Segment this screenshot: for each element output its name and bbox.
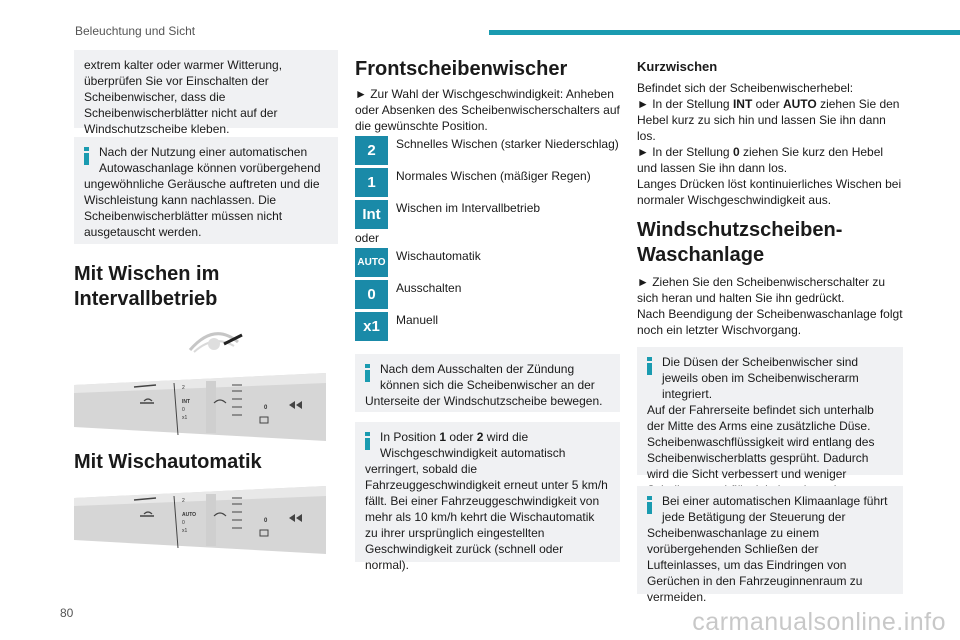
heading-intervall: Mit Wischen im Intervallbetrieb — [74, 263, 220, 310]
paragraph: ► In der Stellung INT oder AUTO ziehen Sie den Hebel kurz zu sich hin und lassen Sie ihn dann los. — [637, 97, 900, 143]
mode-list-2 — [355, 248, 620, 342]
info-text-rest: ungewöhnliche Geräusche auftreten und die Wischleistung kann nachlassen. Die Scheibenwischerblätter müssen nicht ausgetauscht werden. — [84, 177, 320, 239]
lever-label: 0 — [182, 520, 185, 526]
info-icon — [84, 147, 89, 165]
info-box-nozzles — [637, 347, 903, 481]
mode-label: Ausschalten — [396, 281, 462, 295]
info-text-rest: Scheibenwaschanlage zu einem vorübergehenden Schließen der Lufteinlasses, um das Eindringen von Gerüchen in den Fahrzeuginnenraum zu vermeiden. — [647, 526, 863, 604]
lever-label: INT — [182, 399, 191, 405]
watermark: carmanualsonline.info — [692, 608, 946, 636]
info-text-rest: verringert, sobald die Fahrzeuggeschwindigkeit erneut unter 5 km/h fällt. Bei einer Fahrzeuggeschwindigkeit von mehr als 10 km/h kehrt die Wischautomatik zu ihrer ursprünglich eingestellten Geschwindigkeit zurück (schnell oder normal). — [365, 462, 608, 572]
speed-1-icon: 1 — [355, 168, 388, 197]
info-text-rest: Unterseite der Windschutzscheibe bewegen. — [365, 394, 603, 408]
paragraph: ► Ziehen Sie den Scheibenwischerschalter zu sich heran und halten Sie ihn gedrückt. — [637, 275, 886, 305]
auto-icon: AUTO — [355, 248, 388, 277]
page-number: 80 — [60, 606, 74, 620]
info-box-climate — [637, 486, 903, 604]
paragraph: Langes Drücken löst kontinuierliches Wischen bei normaler Wischgeschwindigkeit aus. — [637, 177, 902, 207]
paragraph: Nach Beendigung der Scheibenwaschanlage folgt noch ein letzter Wischvorgang. — [637, 307, 903, 337]
info-box-ignition — [355, 354, 620, 412]
heading-kurzwischen: Kurzwischen — [637, 59, 718, 74]
heading-wischautomatik: Mit Wischautomatik — [74, 451, 262, 473]
mode-label: Normales Wischen (mäßiger Regen) — [396, 169, 591, 183]
info-icon — [647, 357, 652, 375]
mode-row — [355, 312, 620, 342]
lever-label: 2 — [182, 385, 185, 391]
lever-label: 2 — [182, 498, 185, 504]
info-box-car-wash — [74, 137, 338, 244]
lever-illustration-int — [74, 373, 326, 441]
info-text-first: In Position 1 oder 2 wird die Wischgeschwindigkeit automatisch — [380, 430, 566, 460]
lever-label: x1 — [182, 415, 188, 421]
info-icon — [365, 364, 370, 382]
steering-wheel-illustration — [184, 320, 244, 360]
oder-text: oder — [355, 231, 380, 245]
info-text-first: Die Düsen der Scheibenwischer sind jeweils oben im Scheibenwischerarm integriert. — [662, 355, 859, 401]
column-right — [637, 50, 903, 604]
header-accent-bar — [489, 30, 960, 35]
running-header: Beleuchtung und Sicht — [75, 24, 196, 38]
intro-paragraph: ► Zur Wahl der Wischgeschwindigkeit: Anheben oder Absenken des Scheibenwischerschalters auf die gewünschte Position. — [355, 87, 620, 133]
mode-row — [355, 248, 620, 278]
paragraph: ► In der Stellung 0 ziehen Sie kurz den Hebel und lassen Sie ihn dann los. — [637, 145, 884, 175]
lever-label: x1 — [182, 528, 188, 534]
heading-waschanlage: Windschutzscheiben-Waschanlage — [637, 219, 843, 266]
mode-row — [355, 136, 620, 166]
info-box-speed — [355, 422, 620, 572]
mode-label: Manuell — [396, 313, 439, 327]
note-box-cold-weather — [74, 50, 338, 136]
info-text-first: Nach dem Ausschalten der Zündung können sich die Scheibenwischer an der — [380, 362, 595, 392]
lever-label: 0 — [182, 407, 185, 413]
int-icon: Int — [355, 200, 388, 229]
info-icon — [365, 432, 370, 450]
column-left — [74, 50, 338, 534]
info-text-first: Nach der Nutzung einer automatischen Autowaschanlage können vorübergehend — [99, 145, 321, 175]
mode-row — [355, 200, 620, 230]
lever-label: 0 — [264, 405, 268, 411]
lever-illustration-auto — [74, 486, 326, 554]
paragraph: Befindet sich der Scheibenwischerhebel: — [637, 81, 854, 95]
lever-label: 0 — [264, 518, 268, 524]
heading-frontscheibenwischer: Frontscheibenwischer — [355, 58, 568, 80]
mode-row — [355, 168, 620, 198]
mode-label: Schnelles Wischen (starker Niederschlag) — [396, 137, 619, 151]
column-middle — [355, 50, 620, 572]
off-icon: 0 — [355, 280, 388, 309]
mode-row — [355, 280, 620, 310]
speed-2-icon: 2 — [355, 136, 388, 165]
note-text: extrem kalter oder warmer Witterung, überprüfen Sie vor Einschalten der Scheibenwischer, dass die Scheibenwischerblätter nicht auf der Windschutzscheibe kleben. — [84, 58, 283, 136]
lever-label: AUTO — [182, 512, 197, 518]
mode-label: Wischautomatik — [396, 249, 481, 263]
single-wipe-icon: x1 — [355, 312, 388, 341]
info-icon — [647, 496, 652, 514]
mode-label: Wischen im Intervallbetrieb — [396, 201, 541, 215]
info-text-first: Bei einer automatischen Klimaanlage führt jede Betätigung der Steuerung der — [662, 494, 888, 524]
mode-list-1 — [355, 136, 620, 230]
info-text-rest: Auf der Fahrerseite befindet sich unterhalb der Mitte des Arms eine zusätzliche Düse. Scheibenwaschflüssigkeit wird entlang des Scheibenwischerblatts gesprüht. Dadurch wird die Sicht verbessert und weniger — [647, 403, 875, 481]
